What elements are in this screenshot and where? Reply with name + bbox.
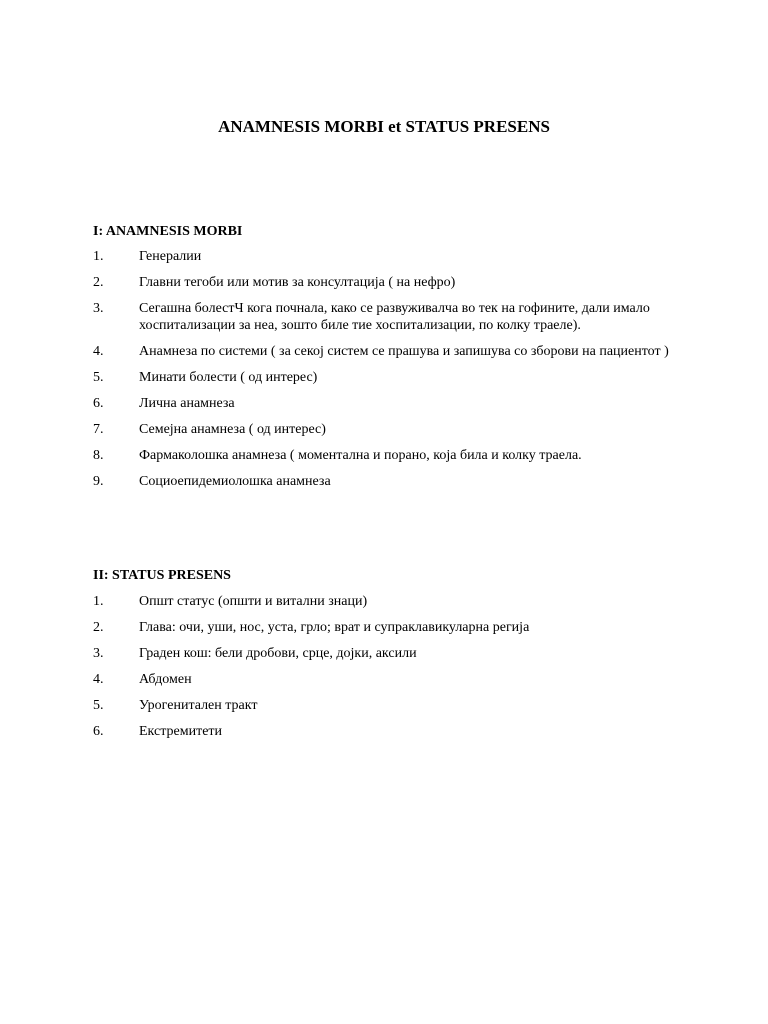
- list-item: [93, 275, 673, 292]
- list-item: [93, 344, 673, 361]
- section-heading: I: ANAMNESIS MORBI: [93, 224, 243, 239]
- list-item: [93, 698, 673, 715]
- item-text: Глава: очи, уши, нос, уста, грло; врат и супраклавикуларна регија: [139, 620, 530, 635]
- list-item: [93, 724, 673, 741]
- item-text: Главни тегоби или мотив за консултација ( на нефро): [139, 275, 456, 290]
- item-text: Фармаколошка анамнеза ( моментална и порано, која била и колку траела.: [139, 447, 582, 463]
- item-number: 5.: [93, 369, 104, 385]
- item-number: 1.: [93, 249, 104, 264]
- list-item: [93, 474, 673, 491]
- item-number: 4.: [93, 672, 104, 687]
- list-item: [93, 370, 673, 387]
- item-text: Сегашна болестЧ кога почнала, како се развуживалча во тек на гофините, дали имало хоспитализации за неа, зошто биле тие хоспитализации, по колку траеле).: [139, 301, 650, 333]
- list-item: [93, 301, 673, 334]
- list-item: [93, 448, 673, 465]
- item-text: Екстремитети: [139, 724, 223, 739]
- list-item: [93, 672, 673, 689]
- item-text: Семејна анамнеза ( од интерес): [139, 421, 326, 437]
- item-number: 5.: [93, 698, 104, 713]
- item-number: 1.: [93, 594, 104, 609]
- item-text: Минати болести ( од интерес): [139, 369, 318, 385]
- item-number: 4.: [93, 343, 104, 359]
- item-number: 7.: [93, 421, 104, 437]
- item-text: Урогенитален тракт: [139, 698, 258, 713]
- item-number: 9.: [93, 473, 104, 489]
- section-status-presens: [93, 567, 673, 750]
- document-title: ANAMNESIS MORBI et STATUS PRESENS: [218, 117, 550, 136]
- item-number: 2.: [93, 275, 104, 290]
- item-number: 2.: [93, 620, 104, 635]
- list-item: [93, 422, 673, 439]
- item-number: 6.: [93, 395, 104, 411]
- item-text: Граден кош: бели дробови, срце, дојки, аксили: [139, 646, 417, 661]
- item-text: Абдомен: [139, 672, 192, 687]
- section-anamnesis-morbi: [93, 223, 673, 500]
- list-item: [93, 620, 673, 637]
- item-text: Анамнеза по системи ( за секој систем се прашува и запишува со зборови на пациентот ): [139, 343, 669, 359]
- item-text: Лична анамнеза: [139, 395, 235, 411]
- item-text: Општ статус (општи и витални знаци): [139, 594, 368, 609]
- section-heading: II: STATUS PRESENS: [93, 568, 231, 583]
- item-number: 6.: [93, 724, 104, 739]
- list-item: [93, 646, 673, 663]
- list-item: [93, 249, 673, 266]
- item-text: Социоепидемиолошка анамнеза: [139, 473, 331, 489]
- list-item: [93, 594, 673, 611]
- list-item: [93, 396, 673, 413]
- item-number: 3.: [93, 646, 104, 661]
- item-number: 8.: [93, 447, 104, 463]
- item-number: 3.: [93, 301, 104, 316]
- item-text: Генералии: [139, 249, 202, 264]
